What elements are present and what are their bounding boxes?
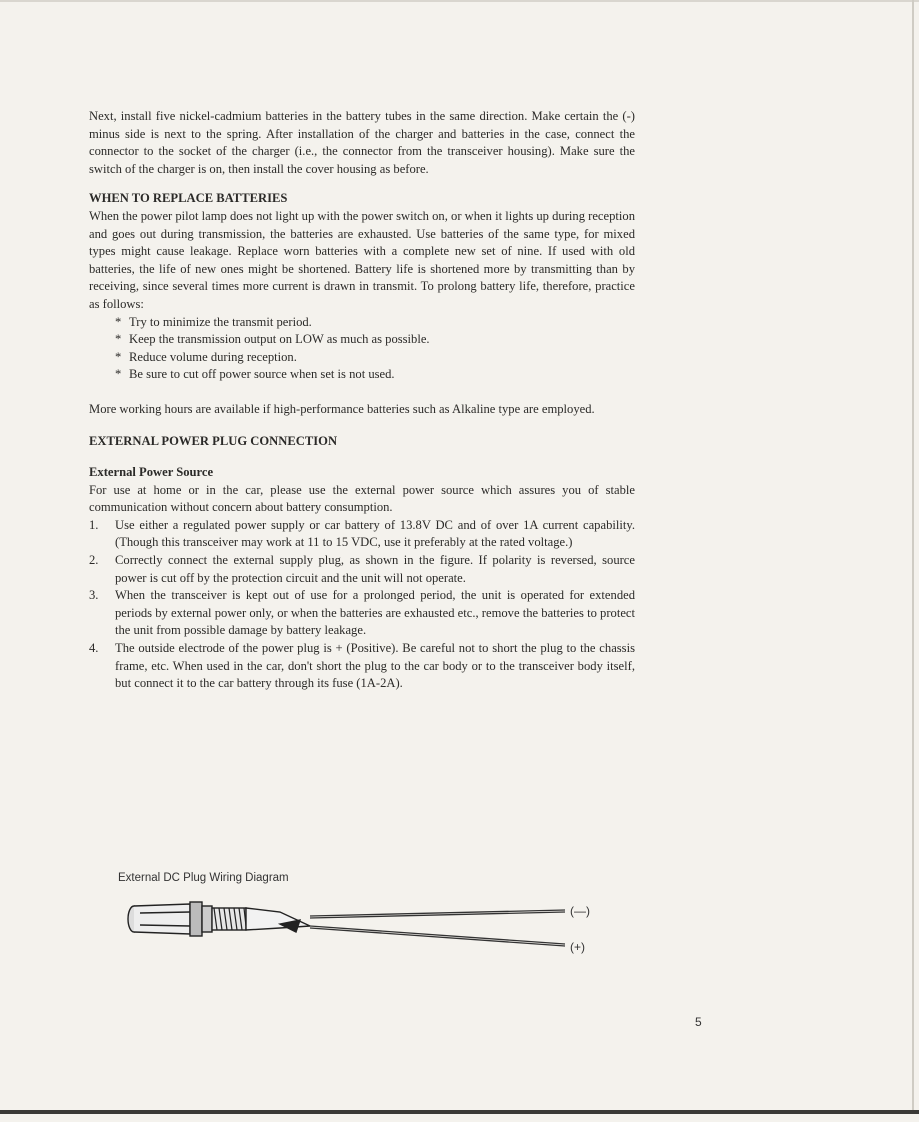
- wiring-lines: [310, 910, 565, 946]
- negative-terminal-label: (—): [570, 904, 590, 918]
- battery-closing-paragraph: More working hours are available if high-performance batteries such as Alkaline type are employed.: [89, 401, 595, 416]
- list-item: * Try to minimize the transmit period.: [115, 314, 635, 332]
- battery-tips-list: [89, 314, 635, 384]
- external-power-intro: For use at home or in the car, please use the external power source which assures you of stable communication without concern about battery consumption.: [89, 482, 635, 515]
- page-content: [89, 108, 635, 693]
- replace-batteries-body: When the power pilot lamp does not light up with the power switch on, or when it lights up during reception and goes out during transmission, the batteries are exhausted. Use batteries of the same type, for mixed types might cause leakage. Replace worn batteries with a complete new set of nine. If used with old batteries, the life of new ones might be shortened. Battery life is shortened more by transmitting than by receiving, since several times more current is drawn in transmit. To prolong battery life, therefore, practice as follows:: [89, 208, 635, 311]
- page-number: 5: [695, 1015, 702, 1029]
- page-right-edge: [912, 0, 914, 1112]
- list-item: * Keep the transmission output on LOW as much as possible.: [115, 331, 635, 349]
- external-power-subheading: External Power Source: [89, 465, 214, 480]
- dc-plug-wiring-diagram: [120, 896, 620, 966]
- page-bottom-edge: [0, 1110, 919, 1114]
- intro-paragraph: Next, install five nickel-cadmium batteries in the battery tubes in the same direction. Make certain the (-) minus side is next to the spring. After installation of the charger and batteries in the case, connect the connector to the socket of the charger (i.e., the connector from the transceiver housing). Make sure the switch of the charger is on, then install the cover housing as before.: [89, 109, 635, 176]
- step-item: 2. Correctly connect the external supply plug, as shown in the figure. If polarity is reversed, source power is cut off by the protection circuit and the unit will not operate.: [89, 553, 635, 585]
- step-item: 3. When the transceiver is kept out of use for a prolonged period, the unit is operated for extended periods by external power only, or when the batteries are exhausted etc., remove the batteries to protect the unit from possible damage by battery leakage.: [89, 588, 635, 638]
- bullet-mark: *: [115, 367, 122, 382]
- bullet-mark: *: [115, 349, 122, 364]
- list-item: * Reduce volume during reception.: [115, 349, 635, 367]
- step-item: 1. Use either a regulated power supply or car battery of 13.8V DC and of over 1A current capability. (Though this transceiver may work at 11 to 15 VDC, use it preferably at the rated voltage.): [89, 517, 635, 550]
- bullet-mark: *: [115, 314, 122, 329]
- external-power-steps: [89, 517, 635, 693]
- positive-terminal-label: (+): [570, 940, 585, 954]
- bullet-mark: *: [115, 332, 122, 347]
- dc-plug-illustration: [128, 902, 310, 936]
- list-item: * Be sure to cut off power source when set is not used.: [115, 366, 635, 384]
- page-top-edge: [0, 0, 919, 2]
- external-power-heading: EXTERNAL POWER PLUG CONNECTION: [89, 433, 338, 448]
- replace-batteries-heading: WHEN TO REPLACE BATTERIES: [89, 191, 288, 206]
- step-item: 4. The outside electrode of the power plug is + (Positive). Be careful not to short the plug to the chassis frame, etc. When used in the car, don't short the plug to the car body or to the transceiver body itself, but connect it to the car battery through its fuse (1A-2A).: [89, 641, 635, 691]
- diagram-caption: External DC Plug Wiring Diagram: [118, 872, 289, 884]
